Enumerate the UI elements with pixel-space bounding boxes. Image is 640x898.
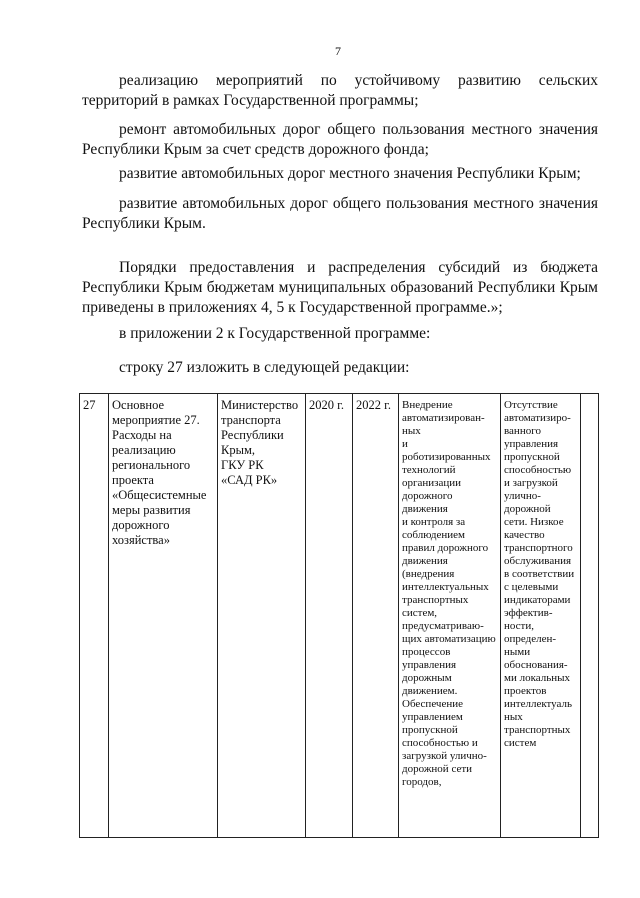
consequences: Отсутствие автоматизиро- ванного управления пропускной способностью и загрузкой улично- дорожной сети. Низкое качество транспортного обслуживания в соответствии с целевыми индикаторами эффектив- ности, определен- ными обоснования- ми локальных проектов интеллектуаль ных транспортных систем bbox=[504, 399, 575, 749]
paragraph-public-roads: развитие автомобильных дорог общего пользования местного значения Республики Крым. bbox=[82, 195, 598, 232]
end-year: 2022 г. bbox=[356, 398, 391, 412]
table-row bbox=[80, 394, 599, 838]
program-table bbox=[79, 393, 599, 838]
paragraph-local-roads: развитие автомобильных дорог местного значения Республики Крым; bbox=[119, 165, 581, 182]
start-year-cell bbox=[306, 394, 353, 838]
consequences-cell bbox=[501, 394, 581, 838]
paragraph-rural-development: реализацию мероприятий по устойчивому развитию сельских территорий в рамках Государственной программы; bbox=[82, 72, 598, 109]
expected-result: Внедрение автоматизирован- ных и роботизированных технологий организации дорожного движения и контроля за соблюдением правил дорожного движения (внедрения интеллектуальных транспортных систем, предусматриваю- щих автоматизацию процессов управления дорожным движением. Обеспечение управлением пропускной способностью и загрузкой улично- дорожной сети городов, bbox=[402, 399, 496, 788]
end-year-cell bbox=[353, 394, 399, 838]
executor: Министерство транспорта Республики Крым, ГКУ РК «САД РК» bbox=[221, 398, 299, 487]
paragraph-road-repair: ремонт автомобильных дорог общего пользования местного значения Республики Крым за счет средств дорожного фонда; bbox=[82, 121, 598, 158]
row-number: 27 bbox=[83, 398, 96, 412]
paragraph-appendix-2: в приложении 2 к Государственной программе: bbox=[119, 325, 431, 342]
event-name: Основное мероприятие 27. Расходы на реализацию регионального проекта «Общесистемные меры развития дорожного хозяйства» bbox=[112, 398, 207, 547]
executor-cell bbox=[218, 394, 306, 838]
paragraph-row-27-instruction: строку 27 изложить в следующей редакции: bbox=[119, 359, 410, 376]
page-number: 7 bbox=[335, 44, 341, 58]
expected-result-cell bbox=[399, 394, 501, 838]
paragraph-subsidy-procedures: Порядки предоставления и распределения субсидий из бюджета Республики Крым бюджетам муниципальных образований Республики Крым приведены в приложениях 4, 5 к Государственной программе.»; bbox=[82, 259, 598, 316]
start-year: 2020 г. bbox=[309, 398, 344, 412]
extra-cell bbox=[581, 394, 599, 838]
event-cell bbox=[109, 394, 218, 838]
row-number-cell bbox=[80, 394, 109, 838]
